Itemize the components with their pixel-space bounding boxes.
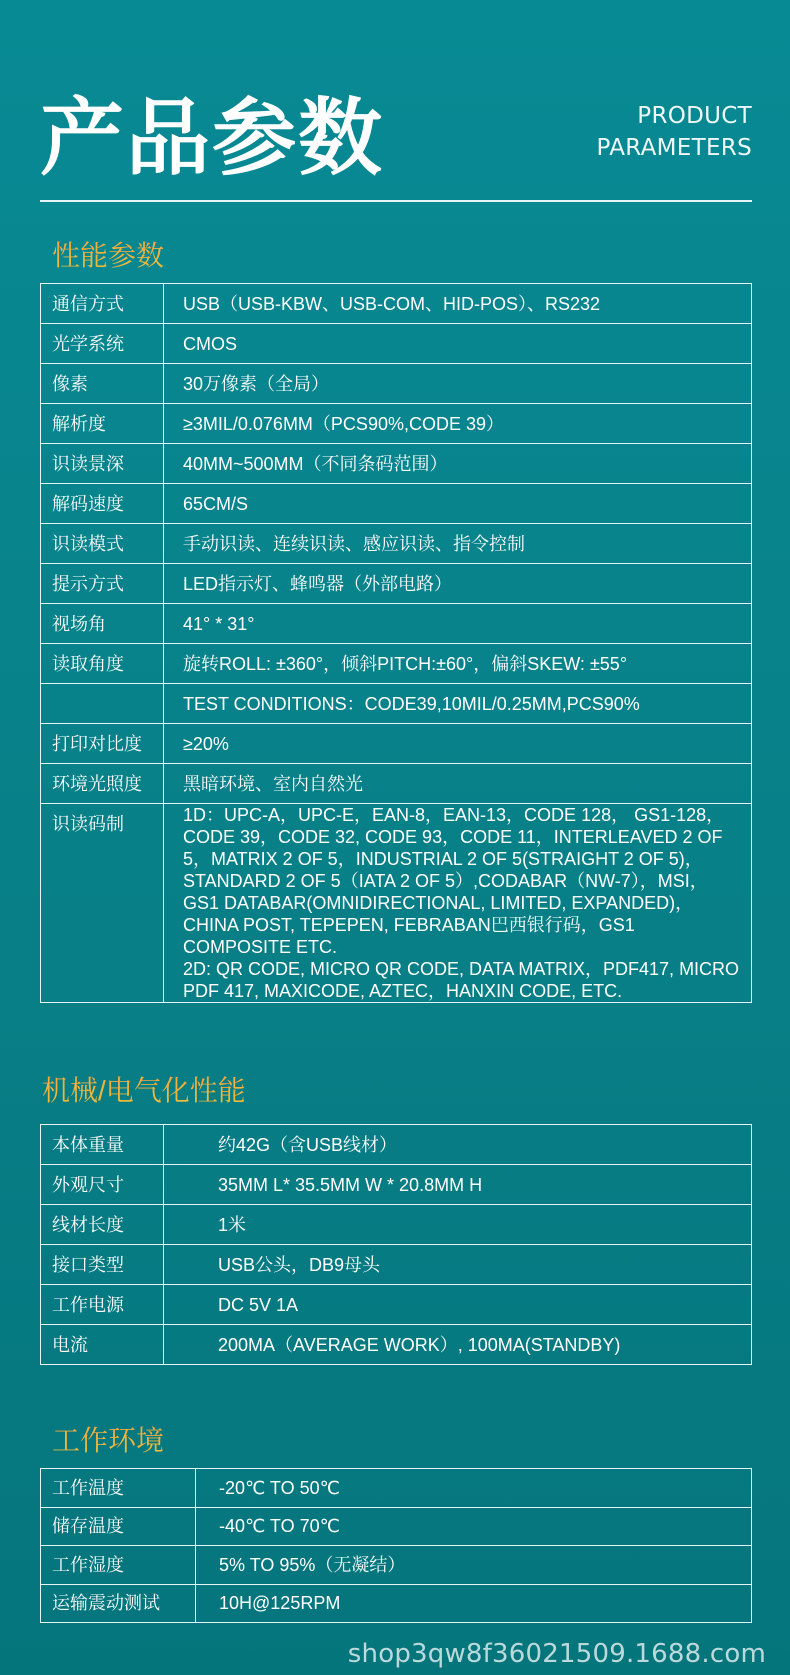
table-row bbox=[41, 1285, 752, 1325]
section-title-performance: 性能参数 bbox=[52, 238, 164, 274]
row-value: ≥3MIL/0.076MM（PCS90%,CODE 39） bbox=[164, 404, 752, 444]
table-row bbox=[41, 1325, 752, 1365]
row-label: 工作电源 bbox=[41, 1285, 164, 1325]
symbology-1d: 1D：UPC-A，UPC-E，EAN-8，EAN-13，CODE 128， GS1-128， CODE 39，CODE 32, CODE 93，CODE 11，INTERLEAVED 2 OF 5，MATRIX 2 OF 5，INDUSTRIAL 2 OF 5(STRAIGHT 2 OF 5)，STANDARD 2 OF 5（IATA 2 OF 5）,CODABAR（NW-7），MSI，GS1 DATABAR(OMNIDIRECTIONAL, LIMITED, EXPANDED)，CHINA POST, TEPEPEN, FEBRABAN巴西银行码，GS1 COMPOSITE ETC. bbox=[183, 805, 725, 957]
row-value: 10H@125RPM bbox=[196, 1584, 752, 1623]
row-label: 本体重量 bbox=[41, 1125, 164, 1165]
row-label: 识读模式 bbox=[41, 524, 164, 564]
table-row bbox=[41, 644, 752, 684]
row-value: 约42G（含USB线材） bbox=[164, 1125, 752, 1165]
row-value: DC 5V 1A bbox=[164, 1285, 752, 1325]
table-row bbox=[41, 684, 752, 724]
row-value: 65CM/S bbox=[164, 484, 752, 524]
row-label: 光学系统 bbox=[41, 324, 164, 364]
table-row bbox=[41, 444, 752, 484]
row-label: 解析度 bbox=[41, 404, 164, 444]
header-divider bbox=[40, 200, 752, 202]
page-subtitle bbox=[597, 100, 752, 164]
row-value: -40℃ TO 70℃ bbox=[196, 1507, 752, 1546]
table-row bbox=[41, 404, 752, 444]
row-value: 30万像素（全局） bbox=[164, 364, 752, 404]
row-value: USB公头，DB9母头 bbox=[164, 1245, 752, 1285]
row-label: 储存温度 bbox=[41, 1507, 196, 1546]
row-label bbox=[41, 684, 164, 724]
row-label: 工作湿度 bbox=[41, 1546, 196, 1585]
table-row bbox=[41, 1125, 752, 1165]
row-label: 打印对比度 bbox=[41, 724, 164, 764]
table-row bbox=[41, 484, 752, 524]
row-label: 读取角度 bbox=[41, 644, 164, 684]
section-title-mechanical: 机械/电气化性能 bbox=[42, 1073, 246, 1109]
table-row bbox=[41, 324, 752, 364]
table-row bbox=[41, 1469, 752, 1508]
table-row bbox=[41, 1165, 752, 1205]
table-row bbox=[41, 724, 752, 764]
row-label: 外观尺寸 bbox=[41, 1165, 164, 1205]
section-title-environment: 工作环境 bbox=[52, 1423, 164, 1459]
row-value: USB（USB-KBW、USB-COM、HID-POS）、RS232 bbox=[164, 284, 752, 324]
row-value: CMOS bbox=[164, 324, 752, 364]
page-title: 产品参数 bbox=[40, 91, 385, 185]
environment-table bbox=[40, 1468, 752, 1623]
row-value: 40MM~500MM（不同条码范围） bbox=[164, 444, 752, 484]
shop-watermark: shop3qw8f36021509.1688.com bbox=[347, 1639, 766, 1669]
table-row-symbology bbox=[41, 804, 752, 1003]
row-label: 视场角 bbox=[41, 604, 164, 644]
table-row bbox=[41, 284, 752, 324]
row-value: LED指示灯、蜂鸣器（外部电路） bbox=[164, 564, 752, 604]
symbology-value bbox=[164, 804, 752, 1003]
row-value: 35MM L* 35.5MM W * 20.8MM H bbox=[164, 1165, 752, 1205]
row-label: 线材长度 bbox=[41, 1205, 164, 1245]
table-row bbox=[41, 1205, 752, 1245]
row-value: 手动识读、连续识读、感应识读、指令控制 bbox=[164, 524, 752, 564]
row-value: 1米 bbox=[164, 1205, 752, 1245]
row-value: 41° * 31° bbox=[164, 604, 752, 644]
table-row bbox=[41, 364, 752, 404]
row-label: 运输震动测试 bbox=[41, 1584, 196, 1623]
row-value: 5% TO 95%（无凝结） bbox=[196, 1546, 752, 1585]
performance-table bbox=[40, 283, 752, 1003]
row-value: 200MA（AVERAGE WORK）, 100MA(STANDBY) bbox=[164, 1325, 752, 1365]
subtitle-line-1: PRODUCT bbox=[637, 103, 752, 129]
table-row bbox=[41, 1507, 752, 1546]
table-row bbox=[41, 604, 752, 644]
table-row bbox=[41, 1546, 752, 1585]
table-row bbox=[41, 564, 752, 604]
table-row bbox=[41, 1245, 752, 1285]
row-label: 通信方式 bbox=[41, 284, 164, 324]
page-header bbox=[40, 88, 752, 200]
row-label: 像素 bbox=[41, 364, 164, 404]
row-label: 识读景深 bbox=[41, 444, 164, 484]
symbology-2d: 2D: QR CODE, MICRO QR CODE, DATA MATRIX，PDF417, MICRO PDF 417, MAXICODE, AZTEC，HANXIN CODE, ETC. bbox=[183, 959, 740, 1001]
row-value: TEST CONDITIONS：CODE39,10MIL/0.25MM,PCS90% bbox=[164, 684, 752, 724]
row-label: 识读码制 bbox=[41, 804, 164, 1003]
row-label: 解码速度 bbox=[41, 484, 164, 524]
row-value: ≥20% bbox=[164, 724, 752, 764]
row-value: -20℃ TO 50℃ bbox=[196, 1469, 752, 1508]
row-label: 环境光照度 bbox=[41, 764, 164, 804]
subtitle-line-2: PARAMETERS bbox=[596, 135, 752, 161]
table-row bbox=[41, 524, 752, 564]
row-label: 电流 bbox=[41, 1325, 164, 1365]
row-value: 黑暗环境、室内自然光 bbox=[164, 764, 752, 804]
row-label: 接口类型 bbox=[41, 1245, 164, 1285]
mechanical-table bbox=[40, 1124, 752, 1365]
table-row bbox=[41, 1584, 752, 1623]
row-label: 工作温度 bbox=[41, 1469, 196, 1508]
table-row bbox=[41, 764, 752, 804]
row-label: 提示方式 bbox=[41, 564, 164, 604]
row-value: 旋转ROLL: ±360°，倾斜PITCH:±60°，偏斜SKEW: ±55° bbox=[164, 644, 752, 684]
